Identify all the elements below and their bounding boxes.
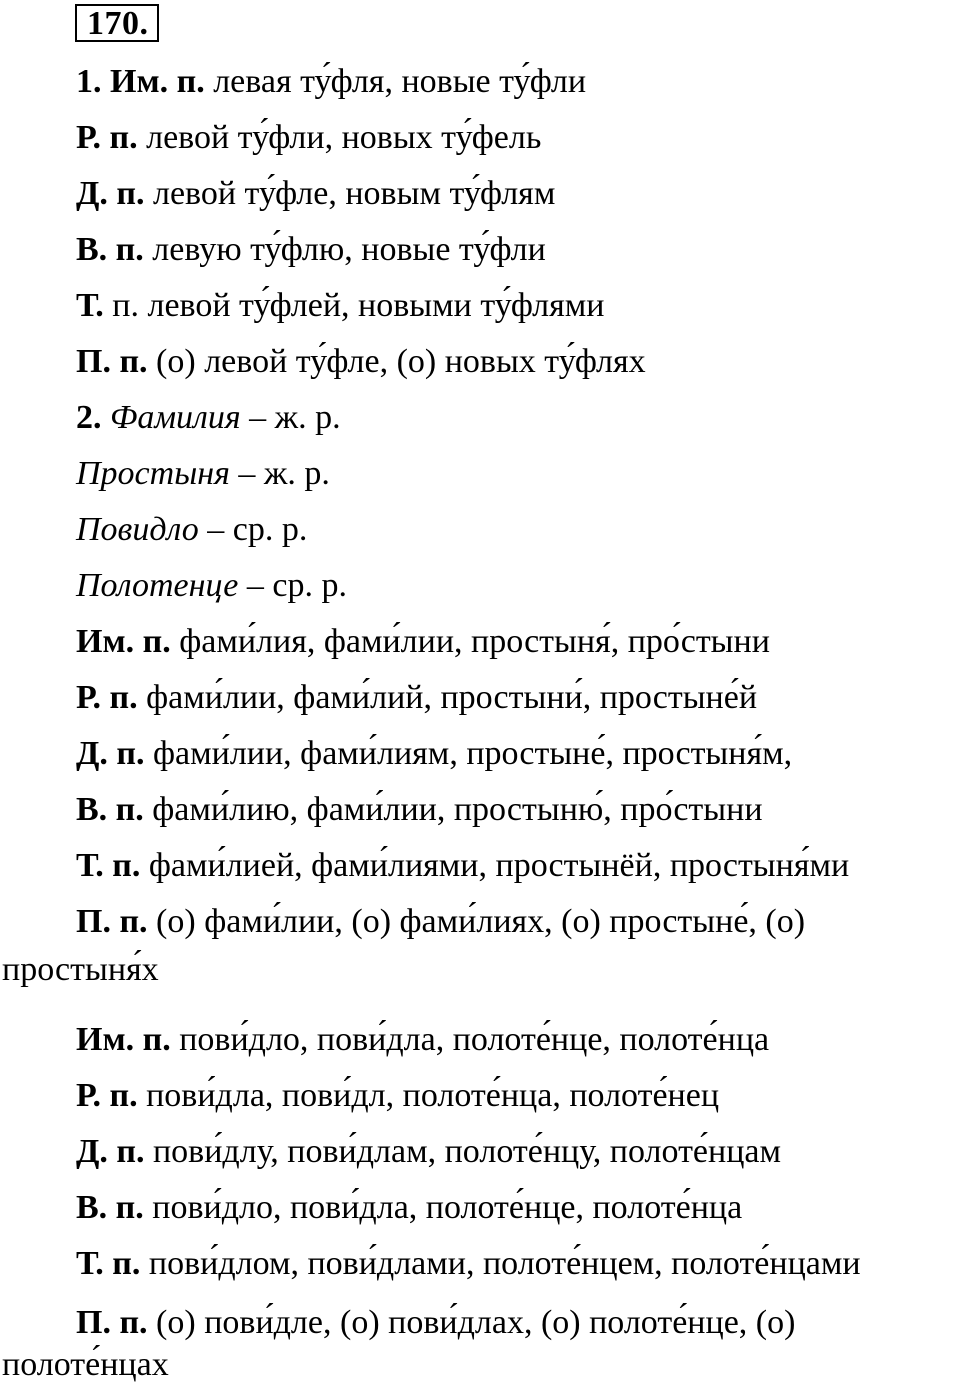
noun-word: Простыня [76, 455, 230, 492]
case-label: Т. п. [76, 1245, 141, 1282]
case-label: В. п. [76, 791, 144, 828]
case-label: Р. п. [76, 679, 138, 716]
case-label: Р. п. [76, 1077, 138, 1114]
noun-word: Фамилия [101, 399, 241, 436]
case-label: П. п. [76, 903, 148, 940]
text-line-20 [76, 1132, 781, 1172]
case-label: В. п. [76, 1189, 144, 1226]
line-text: пови́дло, пови́дла, полоте́нце, полоте́нца [170, 1021, 770, 1058]
line-text: – ср. р. [198, 511, 308, 548]
line-text: фами́лией, фами́лиями, простынёй, простыня́ми [140, 847, 850, 884]
text-line-10 [76, 566, 347, 606]
case-label: Т. п. [76, 847, 141, 884]
case-label: Д. п. [76, 175, 145, 212]
line-text: простыня́х [2, 951, 159, 988]
text-line-12 [76, 678, 757, 718]
case-label: 1. Им. п. [76, 63, 205, 100]
text-line-18 [76, 1020, 769, 1060]
text-line-5 [76, 286, 604, 326]
line-text: левой ту́фле, новым ту́флям [144, 175, 556, 212]
line-text: (о) пови́дле, (о) пови́длах, (о) полоте́нце, (о) [147, 1304, 796, 1341]
text-line-19 [76, 1076, 719, 1116]
line-text: – ж. р. [229, 455, 330, 492]
text-line-4 [76, 230, 546, 270]
line-text: левую ту́флю, новые ту́фли [143, 231, 546, 268]
text-line-13 [76, 734, 792, 774]
line-text: – ж. р. [240, 399, 341, 436]
text-line-21 [76, 1188, 742, 1228]
line-text: фами́лии, фами́лий, простыни́, простыне́й [137, 679, 758, 716]
case-label: Д. п. [76, 735, 145, 772]
text-line-24 [2, 1345, 169, 1385]
case-label: В. п. [76, 231, 144, 268]
case-label: 2. [76, 399, 102, 436]
text-line-6 [76, 342, 646, 382]
line-text: пови́длом, пови́длами, полоте́нцем, полоте́нцами [140, 1245, 861, 1282]
line-text: пови́длу, пови́длам, полоте́нцу, полоте́нцам [144, 1133, 782, 1170]
text-line-11 [76, 622, 770, 662]
text-line-8 [76, 454, 330, 494]
line-text: полоте́нцах [2, 1346, 169, 1383]
line-text: фами́лия, фами́лии, простыня́, про́стыни [170, 623, 770, 660]
text-line-16 [76, 902, 805, 942]
line-text: левая ту́фля, новые ту́фли [204, 63, 587, 100]
noun-word: Полотенце [76, 567, 239, 604]
line-text: фами́лию, фами́лии, простыню́, про́стыни [143, 791, 763, 828]
line-text: (о) фами́лии, (о) фами́лиях, (о) простыне́, (о) [147, 903, 806, 940]
line-text: п. левой ту́флей, новыми ту́флями [103, 287, 605, 324]
case-label: П. п. [76, 343, 148, 380]
case-label: П. п. [76, 1304, 148, 1341]
case-label: Им. п. [76, 1021, 171, 1058]
case-label: Д. п. [76, 1133, 145, 1170]
line-text: левой ту́фли, новых ту́фель [137, 119, 542, 156]
text-line-14 [76, 790, 763, 830]
case-label: Р. п. [76, 119, 138, 156]
text-line-2 [76, 118, 541, 158]
case-label: Т. [76, 287, 104, 324]
line-text: фами́лии, фами́лиям, простыне́, простыня́м, [144, 735, 793, 772]
line-text: пови́дла, пови́дл, полоте́нца, полоте́нец [137, 1077, 720, 1114]
case-label: Им. п. [76, 623, 171, 660]
text-line-7 [76, 398, 341, 438]
text-line-3 [76, 174, 555, 214]
text-line-1 [76, 62, 586, 102]
line-text: – ср. р. [238, 567, 347, 604]
text-line-23 [76, 1303, 795, 1343]
text-line-17 [2, 950, 159, 990]
text-line-9 [76, 510, 307, 550]
text-line-22 [76, 1244, 861, 1284]
line-text: (о) левой ту́фле, (о) новых ту́флях [147, 343, 646, 380]
line-text: пови́дло, пови́дла, полоте́нце, полоте́нца [143, 1189, 743, 1226]
exercise-number: 170. [75, 4, 159, 42]
noun-word: Повидло [76, 511, 199, 548]
text-line-15 [76, 846, 849, 886]
